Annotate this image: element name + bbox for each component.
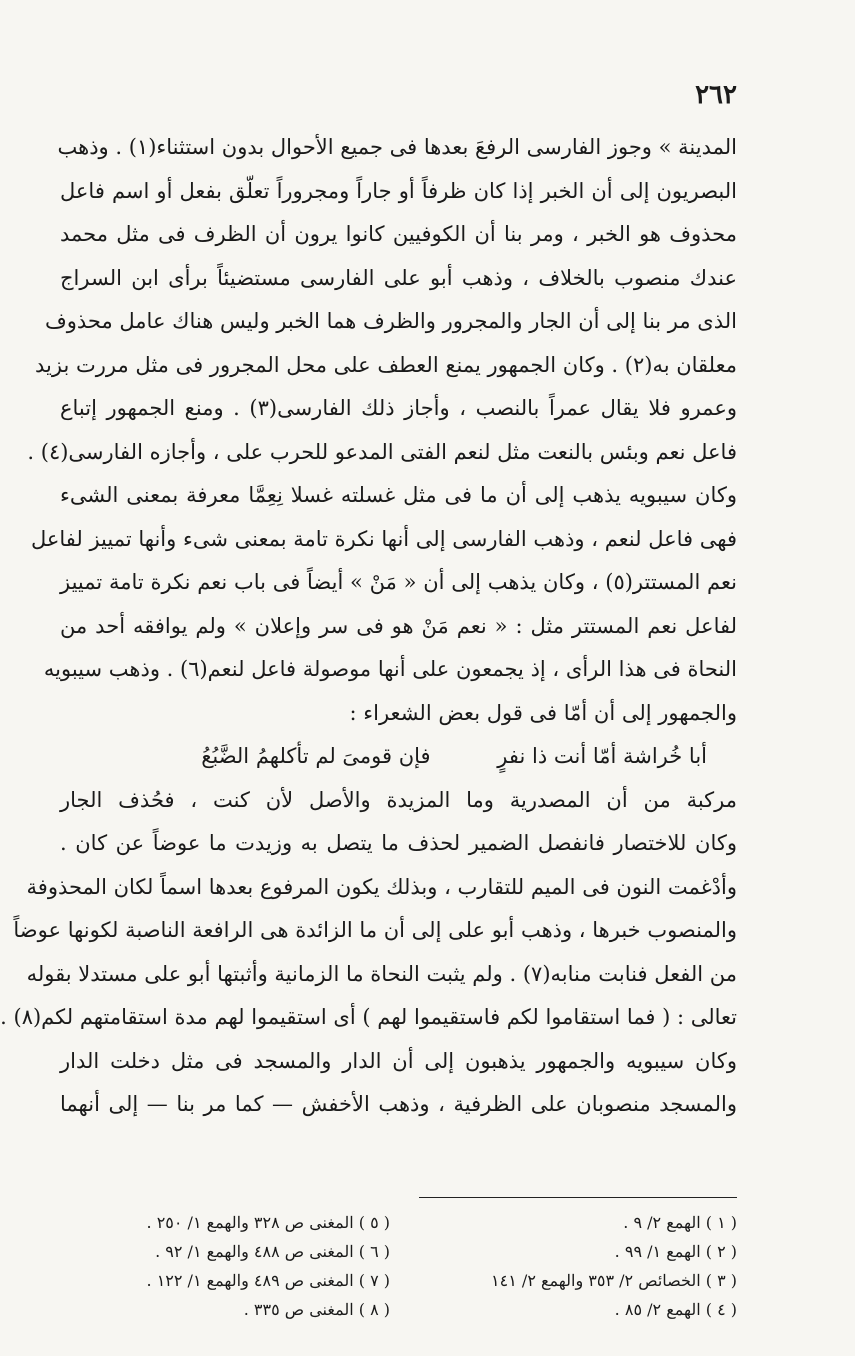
text-line: وعمرو فلا يقال عمراً بالنصب ، وأجاز ذلك الفارسى(٣) . ومنع الجمهور إتباع [60,396,737,420]
footnote: ( ٢ ) الهمع ١/ ٩٩ . [614,1242,737,1261]
text-line: فهى فاعل لنعم ، وذهب الفارسى إلى أنها نكرة تامة بمعنى شىء وأنها تمييز لفاعل [30,526,737,551]
text-line: معلقان به(٢) . وكان الجمهور يمنع العطف على محل المجرور فى مثل مررت بزيد [35,352,737,377]
text-line: تعالى : ( فما استقاموا لكم فاستقيموا لهم ) أى استقيموا لهم مدة استقامتهم لكم(٨) . [0,1005,737,1029]
verse-second-hemistich: فإن قومىَ لم تأكلهمُ الضَّبُعُ [201,744,431,768]
verse-first-hemistich: أبا خُراشة أمّا أنت ذا نفرٍ [497,744,707,768]
text-line: وكان سيبويه والجمهور يذهبون إلى أن الدار والمسجد فى مثل دخلت الدار [60,1048,737,1073]
text-line: وكان سيبويه يذهب إلى أن ما فى مثل غسلته غسلا نِعِمَّا معرفة بمعنى الشىء [60,483,737,507]
body-text [0,126,737,1127]
text-line: محذوف هو الخبر ، ومر بنا أن الكوفيين كانوا يرون أن الظرف فى مثل محمد [60,222,737,246]
text-line: النحاة فى هذا الرأى ، إذ يجمعون على أنها موصولة فاعل لنعم(٦) . وذهب سيبويه [43,657,737,681]
text-line: فاعل نعم وبئس بالنعت مثل لنعم الفتى المدعو للحرب على ، وأجازه الفارسى(٤) . [27,439,737,464]
text-line: نعم المستتر(٥) ، وكان يذهب إلى أن « مَنْ » أيضاً فى باب نعم نكرة تامة تمييز [60,570,737,594]
footnote: ( ٥ ) المغنى ص ٣٢٨ والهمع ١/ ٢٥٠ . [146,1213,390,1232]
footnote-separator [419,1197,737,1198]
text-line: وكان للاختصار فانفصل الضمير لحذف ما يتصل به وزيدت ما عوضاً عن كان . [60,831,737,855]
page-number: ٢٦٢ [695,80,737,110]
footnote: ( ٣ ) الخصائص ٢/ ٣٥٣ والهمع ٢/ ١٤١ [491,1271,737,1290]
text-line: الذى مر بنا إلى أن الجار والمجرور والظرف هما الخبر وليس هناك عامل محذوف [44,309,737,333]
footnotes [60,1208,737,1324]
text-line: وأدْغمت النون فى الميم للتقارب ، وبذلك يكون المرفوع بعدها اسماً لكان المحذوفة [26,874,737,899]
text-line: عندك منصوب بالخلاف ، وذهب أبو على الفارسى مستضيئاً برأى ابن السراج [60,265,737,290]
text-line: والجمهور إلى أن أمّا فى قول بعض الشعراء : [349,700,737,725]
text-line: والمسجد منصوبان على الظرفية ، وذهب الأخفش — كما مر بنا — إلى أنهما [60,1092,737,1116]
text-line: لفاعل نعم المستتر مثل : « نعم مَنْ هو فى سر وإعلان » ولم يوافقه أحد من [60,613,737,638]
footnote: ( ٧ ) المغنى ص ٤٨٩ والهمع ١/ ١٢٢ . [146,1271,390,1290]
book-page [0,80,737,1356]
text-line: والمنصوب خبرها ، وذهب أبو على إلى أن ما الزائدة هى الرافعة الناصبة لكونها عوضاً [13,918,737,942]
text-line: البصريون إلى أن الخبر إذا كان ظرفاً أو جاراً ومجروراً تعلّق بفعل أو اسم فاعل [60,178,737,203]
text-line: من الفعل فنابت منابه(٧) . ولم يثبت النحاة ما الزمانية وأثبتها أبو على مستدلا بقوله [26,961,737,986]
footnote: ( ٤ ) الهمع ٢/ ٨٥ . [614,1300,737,1319]
footnote: ( ٦ ) المغنى ص ٤٨٨ والهمع ١/ ٩٢ . [155,1242,390,1261]
poetry-verse [60,735,737,779]
footnote: ( ١ ) الهمع ٢/ ٩ . [623,1213,737,1232]
text-line: المدينة » وجوز الفارسى الرفعَ بعدها فى جميع الأحوال بدون استثناء(١) . وذهب [57,135,737,159]
footnote: ( ٨ ) المغنى ص ٣٣٥ . [243,1300,390,1319]
text-line: مركبة من أن المصدرية وما المزيدة والأصل لأن كنت ، فحُذف الجار [60,787,737,812]
footnotes-left-column [60,1208,390,1324]
footnotes-right-column [407,1208,737,1324]
